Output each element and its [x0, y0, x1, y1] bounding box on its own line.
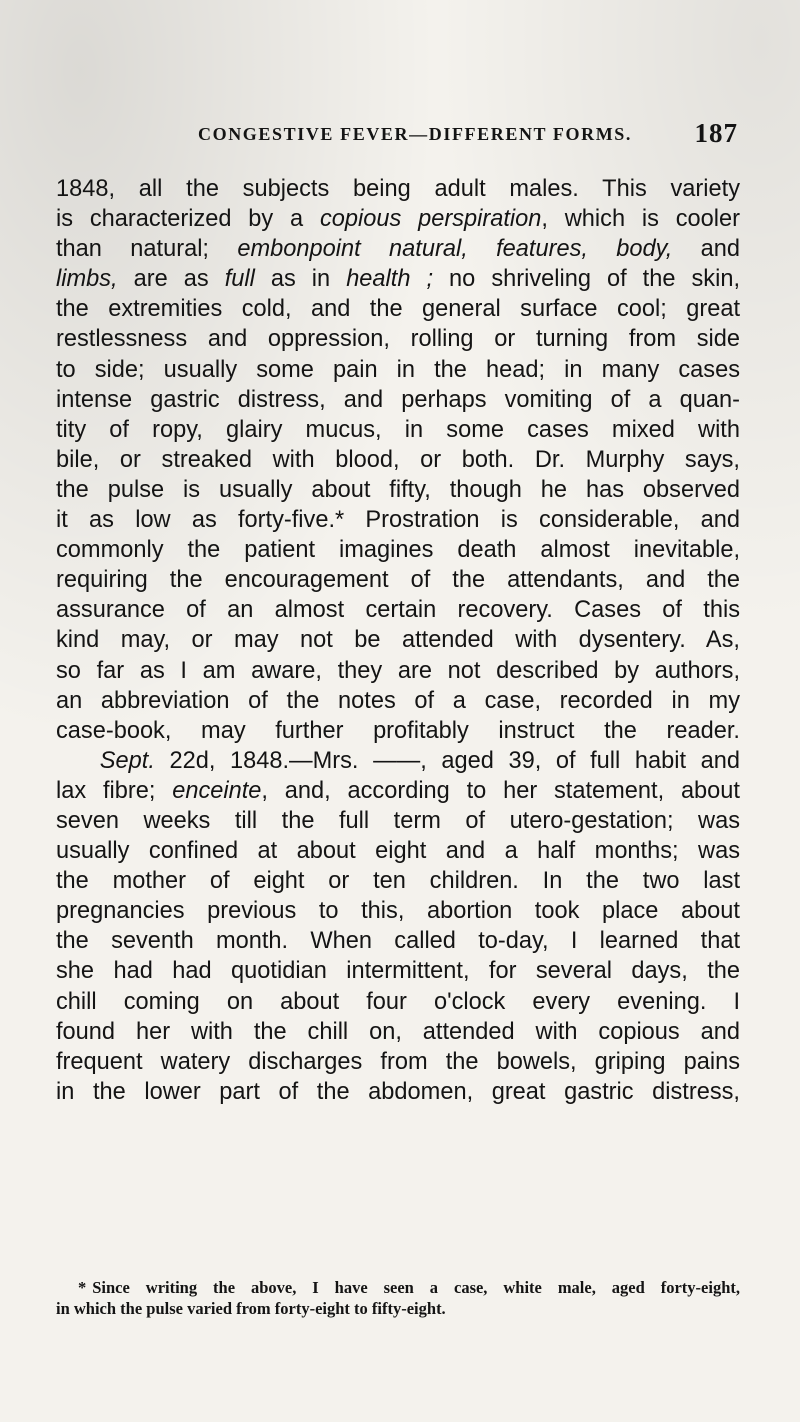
text-line: it as low as forty-five.* Prostration is considerable, and: [56, 507, 740, 534]
text-line: Sept. 22d, 1848.—Mrs. ——, aged 39, of full habit and: [99, 747, 740, 774]
running-head: [198, 118, 738, 152]
text-line: so far as I am aware, they are not described by authors,: [56, 657, 740, 684]
text-line: bile, or streaked with blood, or both. Dr. Murphy says,: [56, 446, 740, 473]
text-line: is characterized by a copious perspiration, which is cooler: [56, 206, 740, 233]
text-line: the seventh month. When called to-day, I learned that: [56, 928, 740, 955]
text-line: the mother of eight or ten children. In the two last: [56, 868, 740, 895]
text-line: an abbreviation of the notes of a case, recorded in my: [56, 687, 740, 714]
footnote-line: [56, 1299, 740, 1320]
text-line: in the lower part of the abdomen, great gastric distress,: [56, 1078, 740, 1105]
footnote-text: Since writing the above, I have seen a case, white male, aged forty-eight,: [92, 1278, 740, 1297]
text-line: the extremities cold, and the general surface cool; great: [56, 296, 740, 323]
text-line: 1848, all the subjects being adult males. This variety: [56, 176, 740, 202]
text-line: the pulse is usually about fifty, though he has observed: [56, 476, 740, 503]
text-line: kind may, or may not be attended with dysentery. As,: [56, 627, 740, 654]
footnote-text: in which the pulse varied from forty-eight to fifty-eight.: [56, 1298, 446, 1318]
text-line: than natural; embonpoint natural, features, body, and: [56, 236, 740, 263]
text-line: to side; usually some pain in the head; in many cases: [56, 356, 740, 383]
footnote-line: [56, 1278, 740, 1299]
running-title: CONGESTIVE FEVER—DIFFERENT FORMS.: [198, 124, 633, 144]
text-line: chill coming on about four o'clock every evening. I: [56, 988, 740, 1015]
text-line: she had had quotidian intermittent, for several days, the: [56, 958, 740, 985]
footnote-marker: *: [78, 1278, 87, 1297]
text-line: assurance of an almost certain recovery. Cases of this: [56, 597, 740, 624]
text-line: restlessness and oppression, rolling or turning from side: [56, 326, 740, 353]
page-number: 187: [694, 118, 738, 148]
text-line: case-book, may further profitably instruct the reader.: [56, 717, 740, 744]
text-line: lax fibre; enceinte, and, according to her statement, about: [56, 777, 740, 804]
body-text: [56, 174, 740, 1107]
text-line: found her with the chill on, attended with copious and: [56, 1018, 740, 1045]
text-line: frequent watery discharges from the bowels, griping pains: [56, 1048, 740, 1075]
text-line: seven weeks till the full term of utero-gestation; was: [56, 807, 740, 834]
text-line: commonly the patient imagines death almost inevitable,: [56, 537, 740, 564]
text-line: limbs, are as full as in health ; no shriveling of the skin,: [56, 266, 740, 293]
text-line: requiring the encouragement of the attendants, and the: [56, 567, 740, 594]
text-line: pregnancies previous to this, abortion took place about: [56, 898, 740, 925]
text-line: tity of ropy, glairy mucus, in some cases mixed with: [56, 416, 740, 443]
text-line: intense gastric distress, and perhaps vomiting of a quan-: [56, 386, 740, 413]
footnote: [56, 1278, 740, 1319]
text-line: usually confined at about eight and a half months; was: [56, 838, 740, 865]
